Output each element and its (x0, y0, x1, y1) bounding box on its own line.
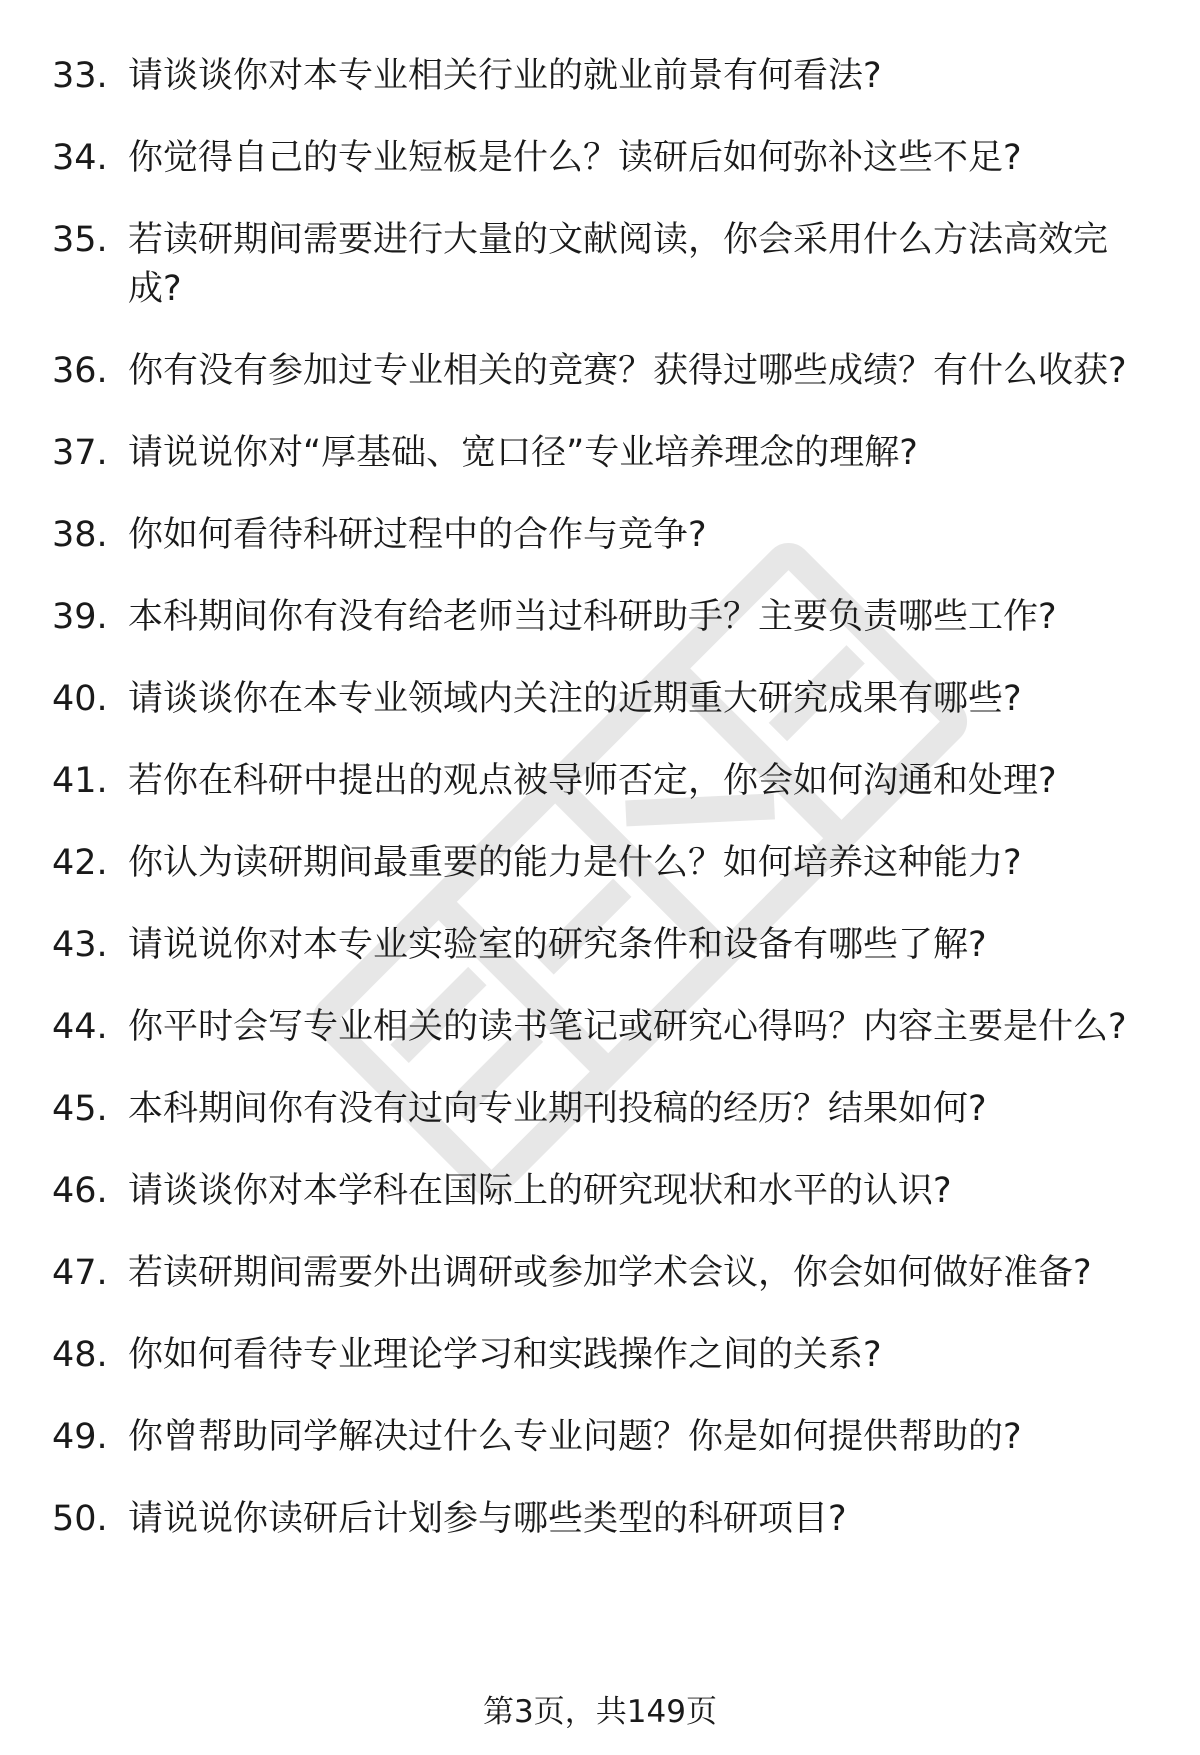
question-text: 请谈谈你对本学科在国际上的研究现状和水平的认识? (128, 1171, 952, 1211)
question-item (0, 429, 1200, 478)
question-item (0, 1085, 1200, 1134)
question-number: 48. (52, 1335, 108, 1375)
question-number: 34. (52, 138, 108, 178)
question-item (0, 1003, 1200, 1052)
question-text: 你如何看待科研过程中的合作与竞争? (128, 515, 707, 555)
question-item (0, 675, 1200, 724)
question-number: 36. (52, 351, 108, 391)
question-item (0, 134, 1200, 183)
question-text: 请说说你读研后计划参与哪些类型的科研项目? (128, 1499, 847, 1539)
question-number: 46. (52, 1171, 108, 1211)
question-item (0, 1331, 1200, 1380)
question-item (0, 1495, 1200, 1544)
question-text: 本科期间你有没有给老师当过科研助手？主要负责哪些工作? (128, 597, 1057, 637)
question-text: 若读研期间需要外出调研或参加学术会议，你会如何做好准备? (128, 1253, 1092, 1293)
page-footer: 第3页，共149页 (483, 1694, 717, 1730)
question-item (0, 347, 1200, 396)
question-number: 43. (52, 925, 108, 965)
question-number: 39. (52, 597, 108, 637)
question-item (0, 216, 1200, 314)
question-number: 50. (52, 1499, 108, 1539)
question-item (0, 757, 1200, 806)
question-number: 44. (52, 1007, 108, 1047)
question-item (0, 1413, 1200, 1462)
question-text: 你有没有参加过专业相关的竞赛？获得过哪些成绩？有什么收获? (128, 351, 1127, 391)
question-number: 45. (52, 1089, 108, 1129)
question-number: 41. (52, 761, 108, 801)
question-number: 35. (52, 220, 108, 260)
question-item (0, 1167, 1200, 1216)
question-number: 49. (52, 1417, 108, 1457)
question-text: 若你在科研中提出的观点被导师否定，你会如何沟通和处理? (128, 761, 1057, 801)
question-item (0, 921, 1200, 970)
question-text: 你平时会写专业相关的读书笔记或研究心得吗？内容主要是什么? (128, 1007, 1127, 1047)
question-number: 40. (52, 679, 108, 719)
question-text: 请谈谈你对本专业相关行业的就业前景有何看法? (128, 56, 882, 96)
question-text: 你觉得自己的专业短板是什么？读研后如何弥补这些不足? (128, 138, 1022, 178)
question-text: 请说说你对“厚基础、宽口径”专业培养理念的理解? (128, 433, 918, 473)
question-text: 你曾帮助同学解决过什么专业问题？你是如何提供帮助的? (128, 1417, 1022, 1457)
question-list (0, 52, 1200, 1577)
question-number: 37. (52, 433, 108, 473)
question-number: 47. (52, 1253, 108, 1293)
question-text: 请说说你对本专业实验室的研究条件和设备有哪些了解? (128, 925, 987, 965)
question-number: 42. (52, 843, 108, 883)
question-number: 38. (52, 515, 108, 555)
question-item (0, 511, 1200, 560)
question-text: 你认为读研期间最重要的能力是什么？如何培养这种能力? (128, 843, 1022, 883)
question-text: 本科期间你有没有过向专业期刊投稿的经历？结果如何? (128, 1089, 987, 1129)
question-text: 你如何看待专业理论学习和实践操作之间的关系? (128, 1335, 882, 1375)
question-item (0, 593, 1200, 642)
question-item (0, 52, 1200, 101)
question-text: 若读研期间需要进行大量的文献阅读，你会采用什么方法高效完成? (128, 220, 1109, 309)
question-item (0, 1249, 1200, 1298)
question-text: 请谈谈你在本专业领域内关注的近期重大研究成果有哪些? (128, 679, 1022, 719)
question-item (0, 839, 1200, 888)
question-number: 33. (52, 56, 108, 96)
